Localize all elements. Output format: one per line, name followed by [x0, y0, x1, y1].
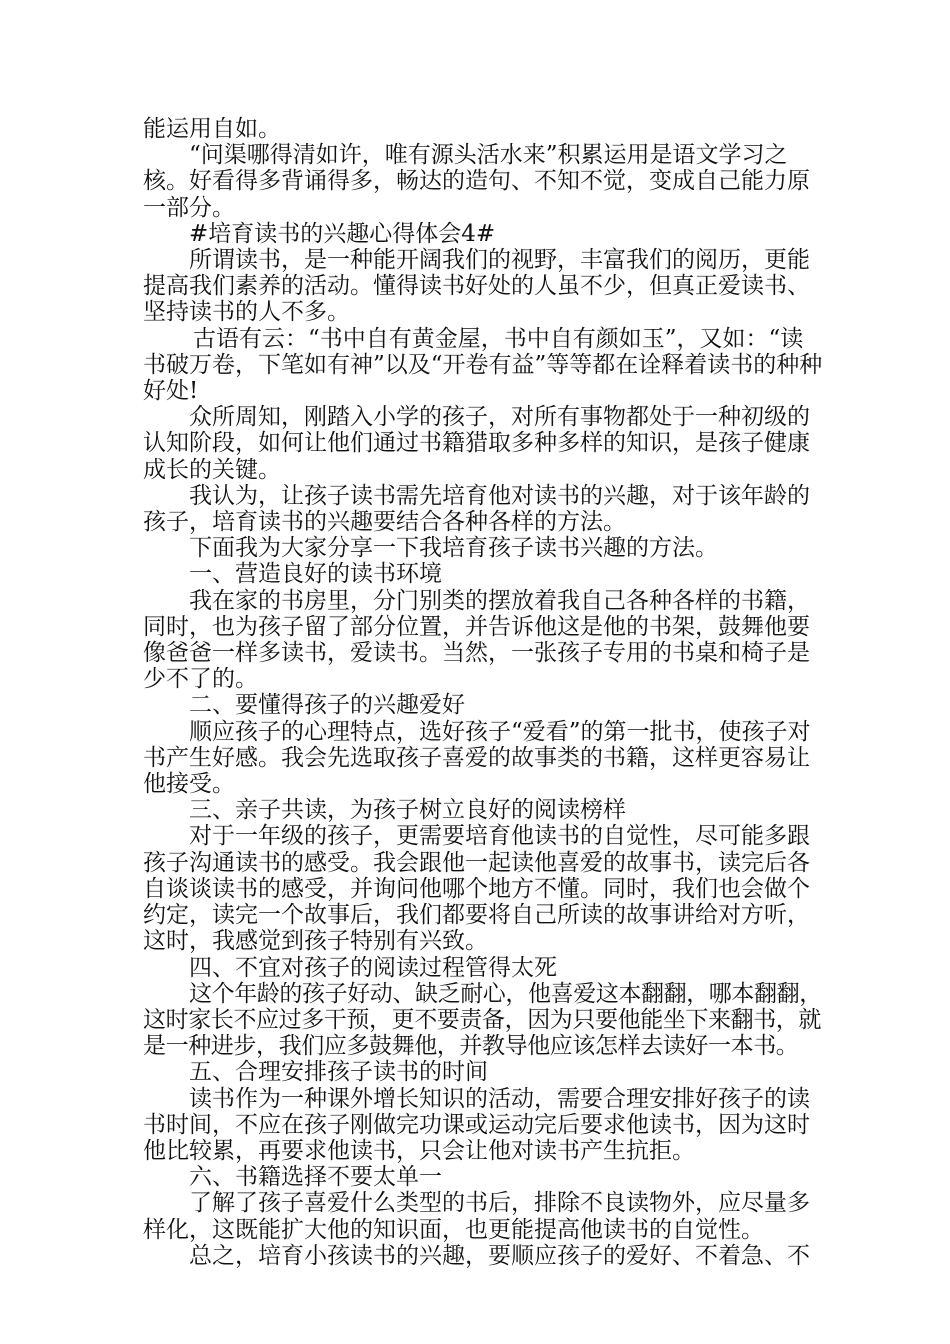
paragraph: 古语有云：“书中自有黄金屋，书中自有颜如玉”，又如：“读书破万卷，下笔如有神”以及“开卷有益”等等都在诠释着读书的种种好处!: [143, 325, 823, 405]
subheading: 六、书籍选择不要太单一: [189, 1164, 442, 1191]
paragraph: 这个年龄的孩子好动、缺乏耐心，他喜爱这本翻翻，哪本翻翻，这时家长不应过多干预，更不要责备，因为只要他能坐下来翻书，就是一种进步，我们应多鼓舞他，并教导他应该怎样去读好一本书。: [143, 980, 822, 1060]
paragraph: 对于一年级的孩子，更需要培育他读书的自觉性，尽可能多跟孩子沟通读书的感受。我会跟他一起读他喜爱的故事书，读完后各自谈谈读书的感受，并询问他哪个地方不懂。同时，我们也会做个约定，读完一个故事后，我们都要将自己所读的故事讲给对方听，这时，我感觉到孩子特别有兴致。: [143, 823, 810, 955]
paragraph: “问渠哪得清如许，唯有源头活水来”积累运用是语文学习之核。好看得多背诵得多，畅达的造句、不知不觉，变成自己能力原一部分。: [143, 142, 810, 221]
paragraph: 我认为，让孩子读书需先培育他对读书的兴趣，对于该年龄的孩子，培育读书的兴趣要结合各种各样的方法。: [143, 482, 810, 536]
section-heading: #培育读书的兴趣心得体会4#: [189, 220, 496, 247]
subheading: 二、要懂得孩子的兴趣爱好: [189, 692, 465, 719]
subheading: 一、营造良好的读书环境: [189, 561, 442, 588]
paragraph: 众所周知，刚踏入小学的孩子，对所有事物都处于一种初级的认知阶段，如何让他们通过书籍猎取多种多样的知识，是孩子健康成长的关键。: [143, 404, 810, 483]
subheading: 四、不宜对孩子的阅读过程管得太死: [189, 954, 557, 981]
paragraph: 我在家的书房里，分门别类的摆放着我自己各种各样的书籍，同时，也为孩子留了部分位置，并告诉他这是他的书架，鼓舞他要像爸爸一样多读书，爱读书。当然，一张孩子专用的书桌和椅子是少不了的。: [143, 587, 810, 693]
paragraph: 顺应孩子的心理特点，选好孩子“爱看”的第一批书，使孩子对书产生好感。我会先选取孩子喜爱的故事类的书籍，这样更容易让他接受。: [143, 718, 811, 798]
paragraph: 读书作为一种课外增长知识的活动，需要合理安排好孩子的读书时间，不应在孩子刚做完功课或运动完后要求他读书，因为这时他比较累，再要求他读书，只会让他对读书产生抗拒。: [143, 1085, 810, 1164]
paragraph: 了解了孩子喜爱什么类型的书后，排除不良读物外，应尽量多样化，这既能扩大他的知识面，也更能提高他读书的自觉性。: [143, 1190, 810, 1243]
paragraph: 下面我为大家分享一下我培育孩子读书兴趣的方法。: [189, 535, 718, 562]
subheading: 三、亲子共读，为孩子树立良好的阅读榜样: [189, 797, 626, 824]
paragraph: 所谓读书，是一种能开阔我们的视野，丰富我们的阅历，更能提高我们素养的活动。懂得读书好处的人虽不少，但真正爱读书、坚持读书的人不多。: [143, 247, 810, 326]
document-body: [143, 116, 823, 1269]
paragraph: 总之，培育小孩读书的兴趣，要顺应孩子的爱好、不着急、不: [189, 1242, 810, 1269]
paragraph: 能运用自如。: [143, 116, 281, 142]
subheading: 五、合理安排孩子读书的时间: [189, 1059, 488, 1086]
